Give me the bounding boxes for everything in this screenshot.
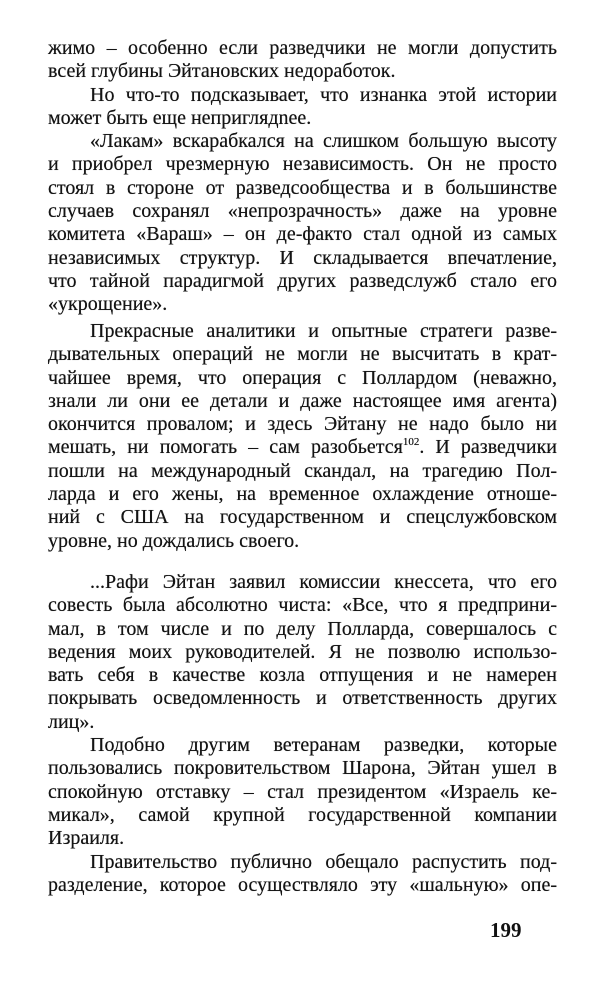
text-line: микал», самой крупной государственной компании [48,803,557,826]
text-line: ний с США на государственном и спецслужбовском [48,506,557,529]
text-line: чайшее время, что операция с Поллардом (неважно, [48,366,557,389]
text-line: покрывать осведомленность и ответственность других [48,687,557,710]
text-line: Израиля. [48,827,125,850]
text-line: стоял в стороне от разведсообщества и в большинстве [48,176,557,199]
text-line: жимо – особенно если разведчики не могли допустить [48,37,557,59]
text-line: Прекрасные аналитики и опытные стратеги разве- [90,320,557,342]
text-block-3 [48,571,557,897]
text-line: спокойную отставку – стал президентом «Израель ке- [48,780,557,803]
text-line: комитета «Вараш» – он де-факто стал одной из самых [48,223,557,246]
text-line: лиц». [48,710,95,733]
text-line: что тайной парадигмой других разведслужб стало его [48,269,557,292]
footnote-ref: 102 [402,436,420,449]
text-block-2 [48,320,557,553]
text-line: ...Рафи Эйтан заявил комиссии кнессета, что его [90,571,557,593]
text-line: Подобно другим ветеранам разведки, которые [90,734,557,757]
text-line: всей глубины Эйтановских недоработок. [48,60,396,83]
text-line: дывательных операций не могли не высчитать в крат- [48,343,557,366]
text-line: вать себя в качестве козла отпущения и не намерен [48,664,557,687]
page-number: 199 [490,918,522,942]
text-line: мал, в том числе и по делу Полларда, совершалось с [48,617,557,640]
text-line: может быть еще неприглядnее. [48,106,312,129]
line-text: . И разведчики [419,436,557,459]
text-line: разделение, которое осуществляло эту «шальную» опе- [48,873,557,896]
text-line: окончится провалом; и здесь Эйтану не надо было ни [48,413,557,436]
text-line: «Лакам» вскарабкался на слишком большую высоту [90,130,557,153]
text-line: совесть была абсолютно чиста: «Все, что я предприни- [48,594,557,617]
line-text: мешать, ни помогать – сам разобьется [48,436,403,459]
text-line: случаев сохранял «непрозрачность» даже на уровне [48,200,557,223]
text-block-1 [48,37,557,317]
text-line: пользовались покровительством Шарона, Эйтан ушел в [48,757,557,780]
text-line: знали ли они ее детали и даже настоящее имя агента) [48,389,557,412]
text-line: независимых структур. И складывается впечатление, [48,246,557,269]
text-line: и приобрел чрезмерную независимость. Он не просто [48,153,557,176]
text-line: ларда и его жены, на временное охлаждение отноше- [48,483,557,506]
text-line: уровне, но дождались своего. [48,529,300,552]
text-line: ведения моих руководителей. Я не позволю использо- [48,640,557,663]
text-line: Правительство публично обещало распустить под- [90,850,557,873]
text-line: Но что-то подсказывает, что изнанка этой истории [90,83,557,106]
text-line [48,436,557,459]
text-line: пошли на международный скандал, на трагедию Пол- [48,459,557,482]
text-line: «укрощение». [48,293,168,316]
